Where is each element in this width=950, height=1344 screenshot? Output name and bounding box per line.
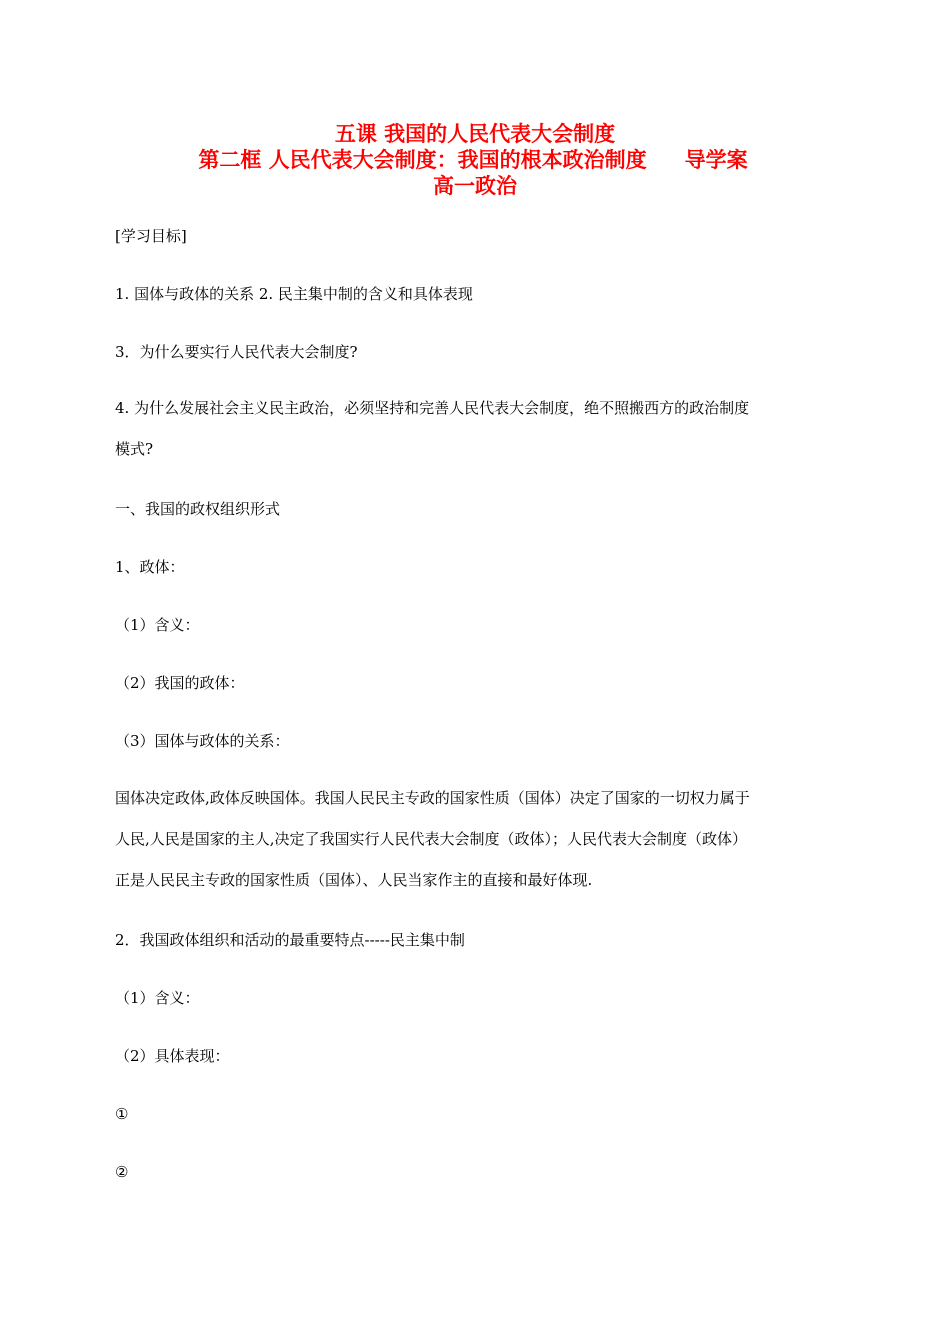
document-title [0,121,950,199]
section-1-heading: 一、我国的政权组织形式 [115,500,281,518]
title-line-2-tag: 导学案 [684,147,748,172]
title-line-3: 高一政治 [433,173,517,198]
objective-item-1-2: 1. 国体与政体的关系 2. 民主集中制的含义和具体表现 [115,285,473,303]
answer-paragraph [115,778,835,901]
answer-line-2: 人民,人民是国家的主人,决定了我国实行人民代表大会制度（政体）；人民代表大会制度（政体） [115,830,748,848]
circled-mark-1: ① [115,1105,129,1123]
objectives-heading: [学习目标] [115,227,187,245]
title-line-1: 五课 我国的人民代表大会制度 [334,121,616,146]
question-2-manifestation: （2）具体表现： [115,1047,230,1065]
title-line-2 [0,147,950,173]
title-line-2-main: 第二框 人民代表大会制度：我国的根本政治制度 [198,147,647,172]
question-2-meaning: （1）含义： [115,989,200,1007]
objective-item-3: 3．为什么要实行人民代表大会制度? [115,343,358,361]
objective-item-4-line-2: 模式? [115,440,154,458]
question-meaning: （1）含义： [115,616,200,634]
question-relationship: （3）国体与政体的关系： [115,732,290,750]
objective-item-4 [115,388,835,470]
question-our-polity: （2）我国的政体： [115,674,245,692]
section-1-sub-1: 1、政体： [115,558,185,576]
answer-line-3: 正是人民民主专政的国家性质（国体）、人民当家作主的直接和最好体现. [115,871,593,889]
circled-mark-2: ② [115,1163,129,1181]
section-1-sub-2: 2．我国政体组织和活动的最重要特点-----民主集中制 [115,931,465,949]
objective-item-4-line-1: 4. 为什么发展社会主义民主政治，必须坚持和完善人民代表大会制度，绝不照搬西方的政治制度 [115,399,750,417]
answer-line-1: 国体决定政体,政体反映国体。我国人民民主专政的国家性质（国体）决定了国家的一切权力属于 [115,789,750,807]
